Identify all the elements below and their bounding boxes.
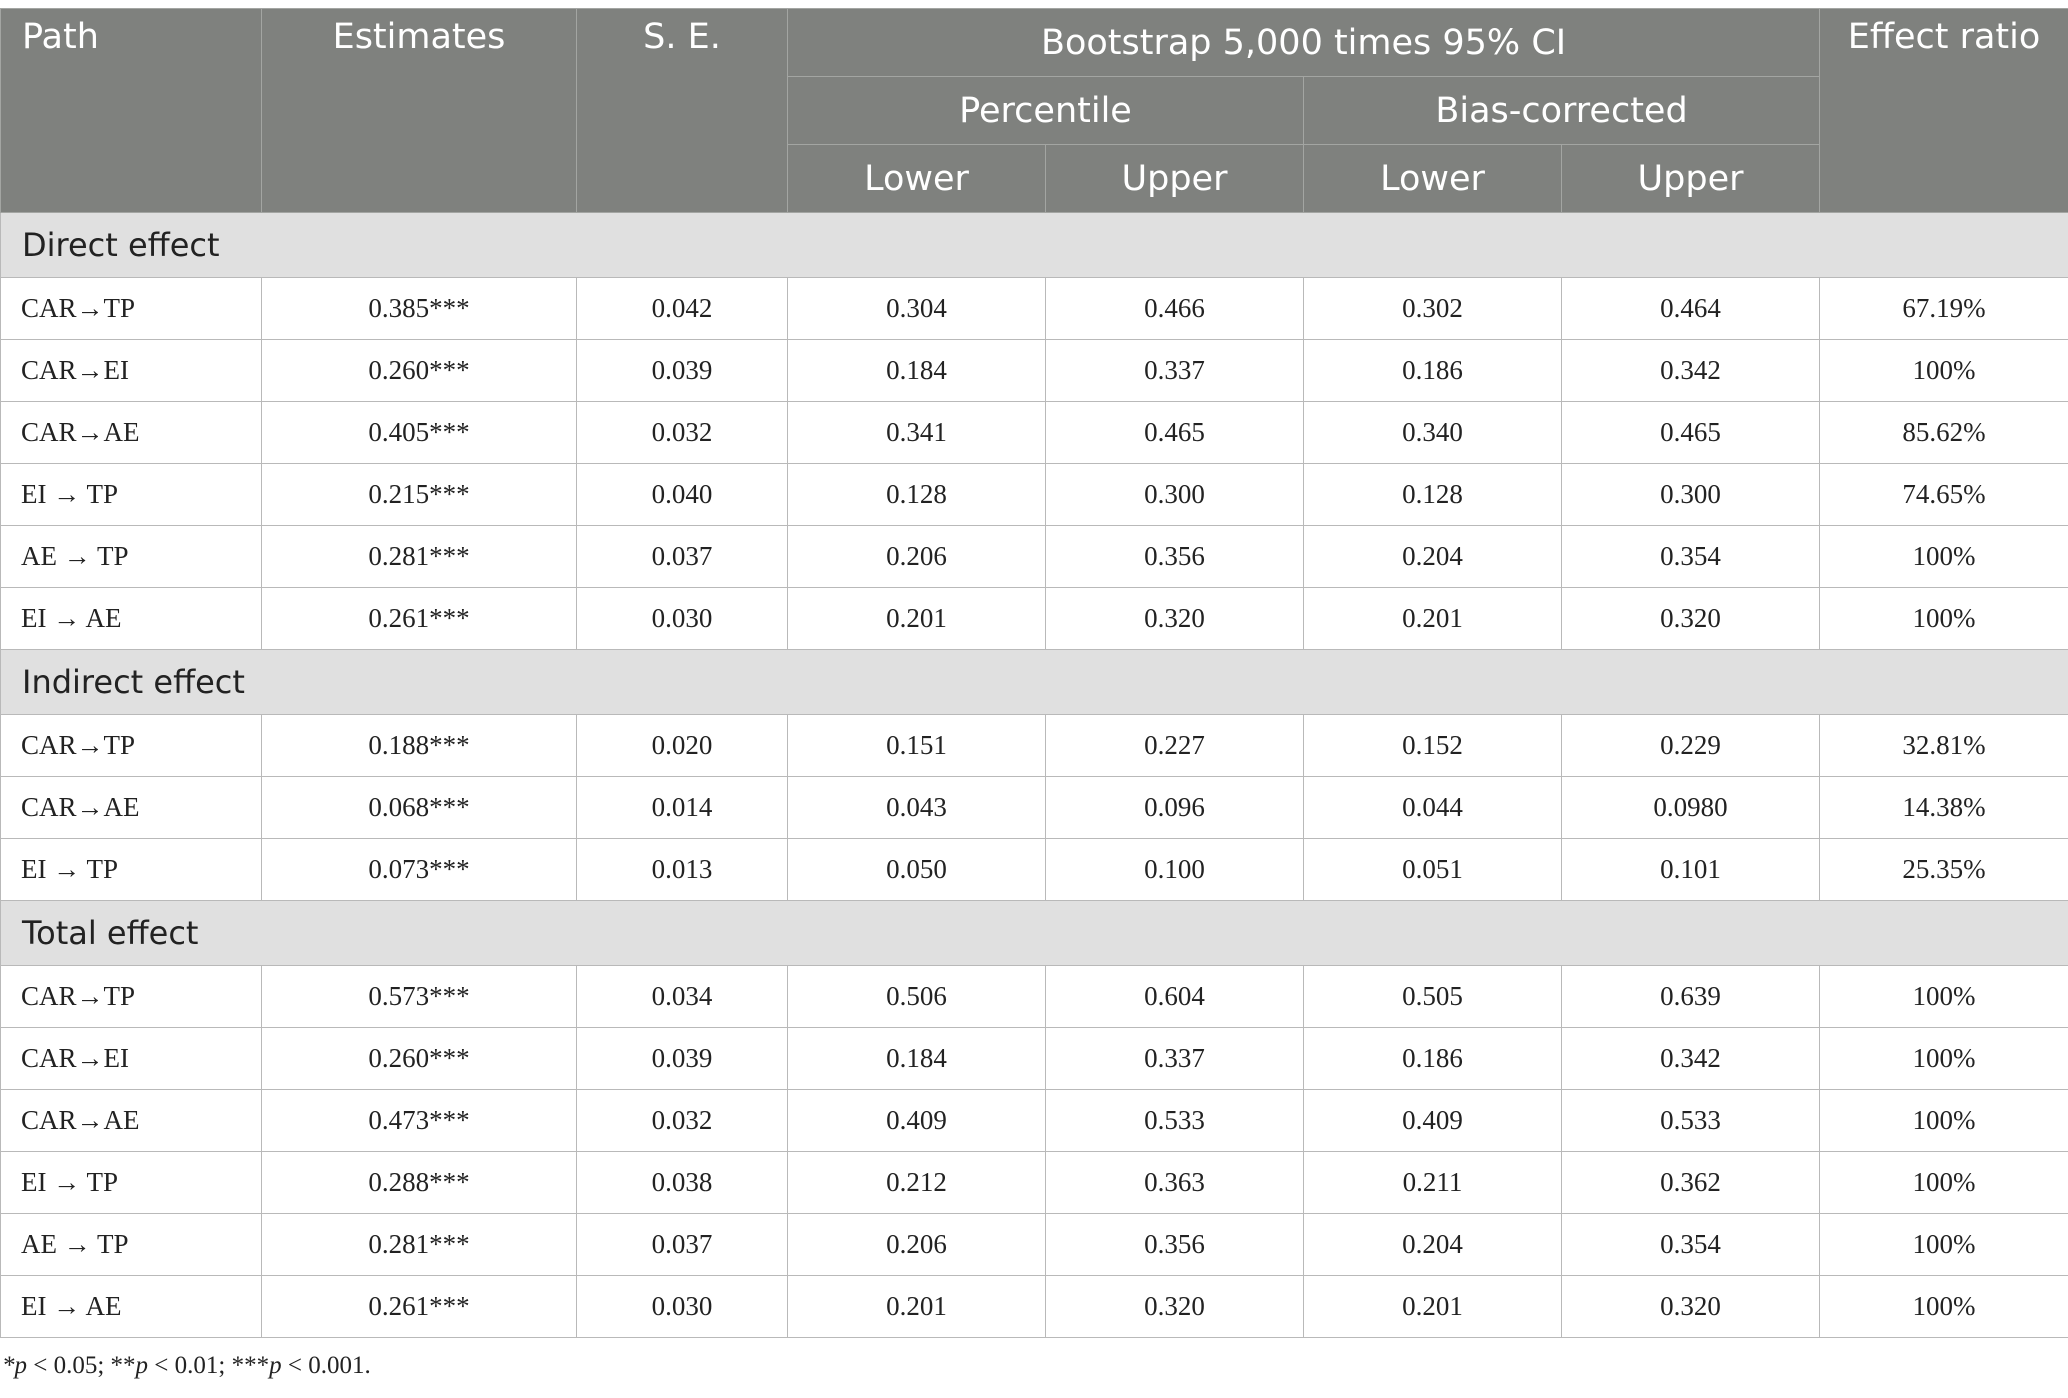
cell-percentile-upper: 0.604: [1046, 966, 1304, 1028]
cell-se: 0.039: [577, 1028, 788, 1090]
cell-path: CAR→TP: [1, 715, 262, 777]
results-table: [0, 8, 2068, 1338]
table-row: [1, 1214, 2068, 1276]
table-body: [1, 213, 2068, 1338]
table-row: [1, 278, 2068, 340]
cell-percentile-lower: 0.151: [788, 715, 1046, 777]
cell-estimate: 0.405***: [262, 402, 577, 464]
cell-estimate: 0.073***: [262, 839, 577, 901]
cell-effect-ratio: 100%: [1820, 1214, 2068, 1276]
cell-bias-upper: 0.0980: [1562, 777, 1820, 839]
cell-estimate: 0.281***: [262, 1214, 577, 1276]
cell-effect-ratio: 100%: [1820, 1152, 2068, 1214]
cell-bias-lower: 0.128: [1304, 464, 1562, 526]
cell-se: 0.032: [577, 1090, 788, 1152]
cell-bias-upper: 0.342: [1562, 1028, 1820, 1090]
cell-bias-lower: 0.211: [1304, 1152, 1562, 1214]
cell-path: EI → AE: [1, 588, 262, 650]
cell-estimate: 0.188***: [262, 715, 577, 777]
cell-percentile-upper: 0.096: [1046, 777, 1304, 839]
cell-bias-upper: 0.300: [1562, 464, 1820, 526]
cell-path: CAR→AE: [1, 777, 262, 839]
cell-path: CAR→AE: [1, 402, 262, 464]
cell-percentile-lower: 0.206: [788, 526, 1046, 588]
header-bootstrap: Bootstrap 5,000 times 95% CI: [788, 9, 1820, 77]
cell-se: 0.030: [577, 588, 788, 650]
cell-bias-lower: 0.152: [1304, 715, 1562, 777]
cell-effect-ratio: 74.65%: [1820, 464, 2068, 526]
header-percentile-upper: Upper: [1046, 145, 1304, 213]
cell-path: CAR→AE: [1, 1090, 262, 1152]
section-title: Total effect: [1, 901, 2068, 966]
cell-estimate: 0.473***: [262, 1090, 577, 1152]
cell-estimate: 0.260***: [262, 340, 577, 402]
table-row: [1, 1090, 2068, 1152]
cell-percentile-lower: 0.409: [788, 1090, 1046, 1152]
cell-bias-upper: 0.465: [1562, 402, 1820, 464]
cell-se: 0.038: [577, 1152, 788, 1214]
cell-bias-lower: 0.505: [1304, 966, 1562, 1028]
cell-se: 0.037: [577, 526, 788, 588]
cell-estimate: 0.261***: [262, 1276, 577, 1338]
cell-effect-ratio: 100%: [1820, 526, 2068, 588]
cell-effect-ratio: 100%: [1820, 1276, 2068, 1338]
cell-path: CAR→TP: [1, 966, 262, 1028]
cell-bias-upper: 0.362: [1562, 1152, 1820, 1214]
table-row: [1, 526, 2068, 588]
cell-bias-lower: 0.051: [1304, 839, 1562, 901]
cell-estimate: 0.215***: [262, 464, 577, 526]
cell-estimate: 0.068***: [262, 777, 577, 839]
section-row: [1, 213, 2068, 278]
cell-percentile-upper: 0.337: [1046, 340, 1304, 402]
cell-percentile-lower: 0.212: [788, 1152, 1046, 1214]
cell-estimate: 0.573***: [262, 966, 577, 1028]
cell-se: 0.037: [577, 1214, 788, 1276]
cell-percentile-upper: 0.337: [1046, 1028, 1304, 1090]
cell-path: CAR→EI: [1, 1028, 262, 1090]
cell-estimate: 0.260***: [262, 1028, 577, 1090]
cell-estimate: 0.288***: [262, 1152, 577, 1214]
cell-percentile-upper: 0.227: [1046, 715, 1304, 777]
cell-path: EI → TP: [1, 464, 262, 526]
cell-percentile-lower: 0.201: [788, 1276, 1046, 1338]
table-row: [1, 777, 2068, 839]
cell-effect-ratio: 100%: [1820, 1028, 2068, 1090]
cell-se: 0.030: [577, 1276, 788, 1338]
cell-percentile-lower: 0.341: [788, 402, 1046, 464]
cell-bias-lower: 0.302: [1304, 278, 1562, 340]
cell-bias-lower: 0.201: [1304, 588, 1562, 650]
cell-percentile-lower: 0.050: [788, 839, 1046, 901]
cell-percentile-upper: 0.356: [1046, 1214, 1304, 1276]
cell-percentile-upper: 0.466: [1046, 278, 1304, 340]
cell-bias-upper: 0.101: [1562, 839, 1820, 901]
cell-bias-upper: 0.354: [1562, 1214, 1820, 1276]
cell-se: 0.042: [577, 278, 788, 340]
cell-effect-ratio: 100%: [1820, 588, 2068, 650]
cell-effect-ratio: 100%: [1820, 340, 2068, 402]
table-row: [1, 588, 2068, 650]
table-row: [1, 966, 2068, 1028]
header-bias-corrected: Bias-corrected: [1304, 77, 1820, 145]
table-row: [1, 715, 2068, 777]
cell-bias-lower: 0.204: [1304, 1214, 1562, 1276]
cell-estimate: 0.261***: [262, 588, 577, 650]
cell-percentile-upper: 0.320: [1046, 1276, 1304, 1338]
cell-bias-lower: 0.186: [1304, 1028, 1562, 1090]
cell-effect-ratio: 100%: [1820, 966, 2068, 1028]
cell-percentile-lower: 0.043: [788, 777, 1046, 839]
footnote: *p < 0.05; **p < 0.01; ***p < 0.001.: [2, 1352, 371, 1379]
table-row: [1, 1152, 2068, 1214]
cell-path: CAR→EI: [1, 340, 262, 402]
header-bias-lower: Lower: [1304, 145, 1562, 213]
cell-percentile-upper: 0.320: [1046, 588, 1304, 650]
cell-percentile-upper: 0.100: [1046, 839, 1304, 901]
section-row: [1, 650, 2068, 715]
cell-bias-lower: 0.204: [1304, 526, 1562, 588]
cell-bias-lower: 0.409: [1304, 1090, 1562, 1152]
cell-bias-lower: 0.201: [1304, 1276, 1562, 1338]
cell-bias-upper: 0.320: [1562, 588, 1820, 650]
cell-se: 0.014: [577, 777, 788, 839]
cell-se: 0.039: [577, 340, 788, 402]
header-bias-upper: Upper: [1562, 145, 1820, 213]
header-se: S. E.: [577, 9, 788, 213]
cell-percentile-upper: 0.300: [1046, 464, 1304, 526]
cell-effect-ratio: 100%: [1820, 1090, 2068, 1152]
cell-percentile-upper: 0.356: [1046, 526, 1304, 588]
cell-percentile-upper: 0.465: [1046, 402, 1304, 464]
cell-bias-upper: 0.342: [1562, 340, 1820, 402]
cell-effect-ratio: 14.38%: [1820, 777, 2068, 839]
cell-se: 0.034: [577, 966, 788, 1028]
section-title: Direct effect: [1, 213, 2068, 278]
cell-path: EI → AE: [1, 1276, 262, 1338]
table-row: [1, 464, 2068, 526]
table-row: [1, 839, 2068, 901]
cell-se: 0.013: [577, 839, 788, 901]
cell-effect-ratio: 25.35%: [1820, 839, 2068, 901]
table-row: [1, 402, 2068, 464]
cell-percentile-upper: 0.363: [1046, 1152, 1304, 1214]
cell-path: CAR→TP: [1, 278, 262, 340]
cell-se: 0.040: [577, 464, 788, 526]
cell-percentile-upper: 0.533: [1046, 1090, 1304, 1152]
cell-bias-upper: 0.639: [1562, 966, 1820, 1028]
section-title: Indirect effect: [1, 650, 2068, 715]
cell-effect-ratio: 32.81%: [1820, 715, 2068, 777]
table-header: [1, 9, 2068, 213]
cell-percentile-lower: 0.184: [788, 1028, 1046, 1090]
header-path: Path: [1, 9, 262, 213]
header-percentile-lower: Lower: [788, 145, 1046, 213]
cell-percentile-lower: 0.206: [788, 1214, 1046, 1276]
cell-bias-lower: 0.340: [1304, 402, 1562, 464]
cell-path: AE → TP: [1, 526, 262, 588]
section-row: [1, 901, 2068, 966]
cell-bias-upper: 0.464: [1562, 278, 1820, 340]
cell-bias-upper: 0.533: [1562, 1090, 1820, 1152]
cell-percentile-lower: 0.304: [788, 278, 1046, 340]
cell-effect-ratio: 67.19%: [1820, 278, 2068, 340]
cell-estimate: 0.281***: [262, 526, 577, 588]
cell-path: EI → TP: [1, 1152, 262, 1214]
cell-percentile-lower: 0.184: [788, 340, 1046, 402]
table-row: [1, 340, 2068, 402]
table-row: [1, 1276, 2068, 1338]
cell-bias-upper: 0.229: [1562, 715, 1820, 777]
cell-bias-upper: 0.320: [1562, 1276, 1820, 1338]
cell-path: EI → TP: [1, 839, 262, 901]
header-estimates: Estimates: [262, 9, 577, 213]
cell-path: AE → TP: [1, 1214, 262, 1276]
cell-estimate: 0.385***: [262, 278, 577, 340]
cell-percentile-lower: 0.506: [788, 966, 1046, 1028]
cell-percentile-lower: 0.201: [788, 588, 1046, 650]
header-percentile: Percentile: [788, 77, 1304, 145]
cell-percentile-lower: 0.128: [788, 464, 1046, 526]
cell-se: 0.020: [577, 715, 788, 777]
cell-bias-upper: 0.354: [1562, 526, 1820, 588]
cell-se: 0.032: [577, 402, 788, 464]
header-effect-ratio: Effect ratio: [1820, 9, 2068, 213]
table-row: [1, 1028, 2068, 1090]
cell-bias-lower: 0.044: [1304, 777, 1562, 839]
cell-bias-lower: 0.186: [1304, 340, 1562, 402]
cell-effect-ratio: 85.62%: [1820, 402, 2068, 464]
